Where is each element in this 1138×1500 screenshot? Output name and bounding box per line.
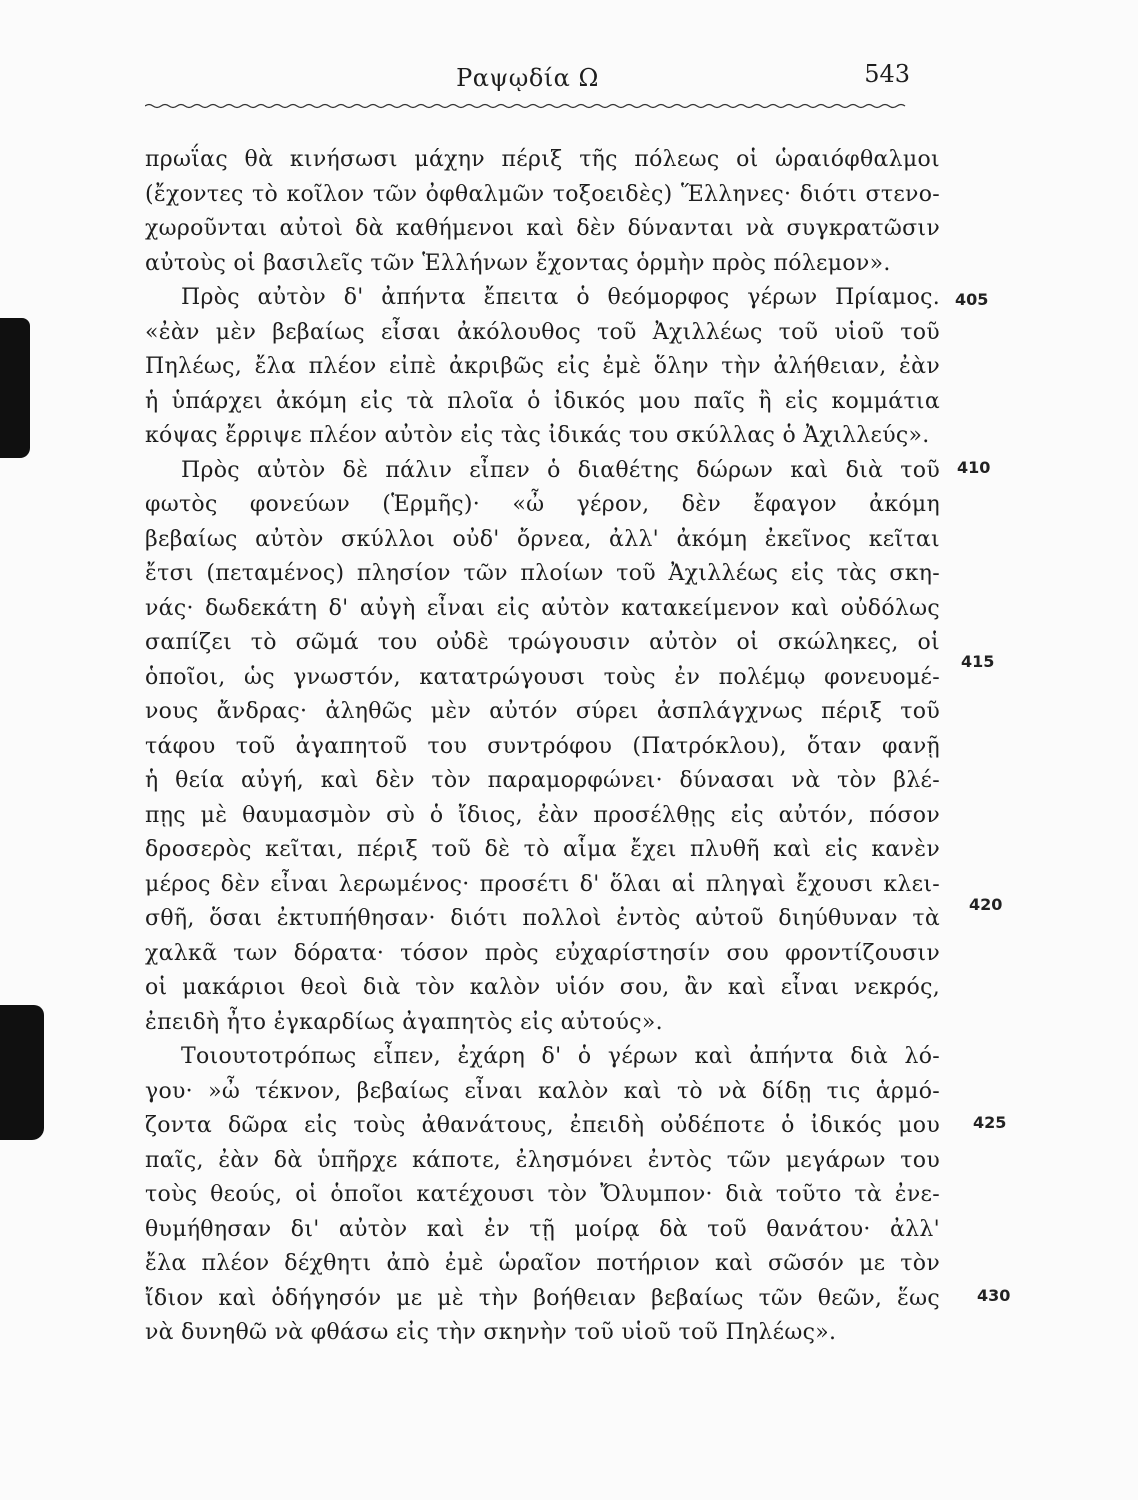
- text-line: μέρος δὲν εἶναι λερωμένος· προσέτι δ' ὅλαι αἱ πληγαὶ ἔχουσι κλει-: [145, 871, 940, 897]
- binding-shadow-mark: [0, 318, 30, 458]
- text-line: γου· »ὦ τέκνον, βεβαίως εἶναι καλὸν καὶ τὸ νὰ δίδῃ τις ἁρμό-: [145, 1078, 940, 1104]
- text-line: θυμήθησαν δι' αὐτὸν καὶ ἐν τῇ μοίρᾳ δὰ τοῦ θανάτου· ἀλλ': [145, 1216, 940, 1242]
- text-line: ὁποῖοι, ὡς γνωστόν, κατατρώγουσι τοὺς ἐν πολέμῳ φονευομέ-: [145, 664, 940, 690]
- text-line: νὰ δυνηθῶ νὰ φθάσω εἰς τὴν σκηνὴν τοῦ υἱοῦ τοῦ Πηλέως».: [145, 1320, 837, 1345]
- verse-line-numbers: [955, 0, 1025, 1500]
- text-line: κόψας ἔρριψε πλέον αὐτὸν εἰς τὰς ἰδικάς του σκύλλας ὁ Ἀχιλλεύς».: [145, 423, 930, 448]
- text-line: τοὺς θεούς, οἱ ὁποῖοι κατέχουσι τὸν Ὄλυμπον· διὰ τοῦτο τὰ ἐνε-: [145, 1182, 940, 1207]
- text-line: Πρὸς αὐτὸν δὲ πάλιν εἶπεν ὁ διαθέτης δώρων καὶ διὰ τοῦ: [181, 457, 940, 483]
- text-line: (ἔχοντες τὸ κοῖλον τῶν ὀφθαλμῶν τοξοειδὲς) Ἕλληνες· διότι στενο-: [145, 181, 940, 207]
- text-line: ζοντα δῶρα εἰς τοὺς ἀθανάτους, ἐπειδὴ οὐδέποτε ὁ ἰδικός μου: [145, 1113, 940, 1138]
- text-line: ἔλα πλέον δέχθητι ἀπὸ ἐμὲ ὡραῖον ποτήριον καὶ σῶσόν με τὸν: [145, 1251, 940, 1276]
- verse-number: 410: [957, 458, 991, 477]
- text-line: δροσερὸς κεῖται, πέριξ τοῦ δὲ τὸ αἷμα ἔχει πλυθῆ καὶ εἰς κανὲν: [145, 837, 940, 862]
- text-line: αὐτοὺς οἱ βασιλεῖς τῶν Ἑλλήνων ἔχοντας ὁρμὴν πρὸς πόλεμον».: [145, 250, 891, 276]
- text-line: ἡ θεία αὐγή, καὶ δὲν τὸν παραμορφώνει· δύνασαι νὰ τὸν βλέ-: [145, 768, 940, 793]
- verse-number: 405: [955, 290, 989, 309]
- text-line: ἔτσι (πεταμένος) πλησίον τῶν πλοίων τοῦ Ἀχιλλέως εἰς τὰς σκη-: [145, 561, 940, 586]
- text-line: Πηλέως, ἔλα πλέον εἰπὲ ἀκριβῶς εἰς ἐμὲ ὅλην τὴν ἀλήθειαν, ἐὰν: [145, 354, 940, 379]
- verse-number: 415: [961, 652, 995, 671]
- verse-number: 425: [973, 1113, 1007, 1132]
- binding-shadow-mark: [0, 1005, 44, 1140]
- text-line: βεβαίως αὐτὸν σκύλλοι οὐδ' ὄρνεα, ἀλλ' ἀκόμη ἐκεῖνος κεῖται: [145, 526, 940, 552]
- text-line: φωτὸς φονεύων (Ἑρμῆς)· «ὦ γέρον, δὲν ἔφαγον ἀκόμη: [145, 492, 940, 517]
- verse-number: 420: [969, 895, 1003, 914]
- verse-number: 430: [977, 1286, 1011, 1305]
- text-line: πρωΐας θὰ κινήσωσι μάχην πέριξ τῆς πόλεως οἱ ὡραιόφθαλμοι: [145, 147, 940, 172]
- text-line: πῃς μὲ θαυμασμὸν σὺ ὁ ἴδιος, ἐὰν προσέλθῃς εἰς αὐτόν, πόσον: [145, 802, 940, 828]
- page-number: 543: [864, 60, 910, 88]
- text-line: ἴδιον καὶ ὁδήγησόν με μὲ τὴν βοήθειαν βεβαίως τῶν θεῶν, ἕως: [145, 1285, 940, 1311]
- text-line: νους ἄνδρας· ἀληθῶς μὲν αὐτόν σύρει ἀσπλάγχνως πέριξ τοῦ: [145, 699, 940, 724]
- text-line: ἐπειδὴ ἦτο ἐγκαρδίως ἀγαπητὸς εἰς αὐτούς».: [145, 1009, 663, 1035]
- text-line: νάς· δωδεκάτη δ' αὐγὴ εἶναι εἰς αὐτὸν κατακείμενον καὶ οὐδόλως: [145, 595, 940, 621]
- header-wavy-rule: [145, 102, 910, 110]
- text-line: οἱ μακάριοι θεοὶ διὰ τὸν καλὸν υἱόν σου, ἂν καὶ εἶναι νεκρός,: [145, 975, 940, 1000]
- text-line: «ἐὰν μὲν βεβαίως εἶσαι ἀκόλουθος τοῦ Ἀχιλλέως τοῦ υἱοῦ τοῦ: [145, 319, 940, 345]
- text-line: παῖς, ἐὰν δὰ ὑπῆρχε κάποτε, ἐλησμόνει ἐντὸς τῶν μεγάρων του: [145, 1147, 940, 1173]
- text-line: χαλκᾶ των δόρατα· τόσον πρὸς εὐχαρίστησίν σου φροντίζουσιν: [145, 940, 940, 966]
- text-line: σαπίζει τὸ σῶμά του οὐδὲ τρώγουσιν αὐτὸν οἱ σκώληκες, οἱ: [145, 630, 940, 655]
- text-line: Πρὸς αὐτὸν δ' ἀπήντα ἔπειτα ὁ θεόμορφος γέρων Πρίαμος.: [181, 285, 940, 310]
- body-text: [145, 143, 940, 1351]
- text-line: Τοιουτοτρόπως εἶπεν, ἐχάρη δ' ὁ γέρων καὶ ἀπήντα διὰ λό-: [181, 1044, 940, 1069]
- text-line: τάφου τοῦ ἀγαπητοῦ του συντρόφου (Πατρόκλου), ὅταν φανῇ: [145, 733, 940, 759]
- running-title: Ραψῳδία Ω: [456, 64, 599, 92]
- text-line: ἡ ὑπάρχει ἀκόμη εἰς τὰ πλοῖα ὁ ἰδικός μου παῖς ἢ εἰς κομμάτια: [145, 388, 940, 414]
- text-line: χωροῦνται αὐτοὶ δὰ καθήμενοι καὶ δὲν δύνανται νὰ συγκρατῶσιν: [145, 216, 940, 241]
- text-line: σθῆ, ὅσαι ἐκτυπήθησαν· διότι πολλοὶ ἐντὸς αὐτοῦ διηύθυναν τὰ: [145, 906, 940, 931]
- page-header: [145, 58, 910, 98]
